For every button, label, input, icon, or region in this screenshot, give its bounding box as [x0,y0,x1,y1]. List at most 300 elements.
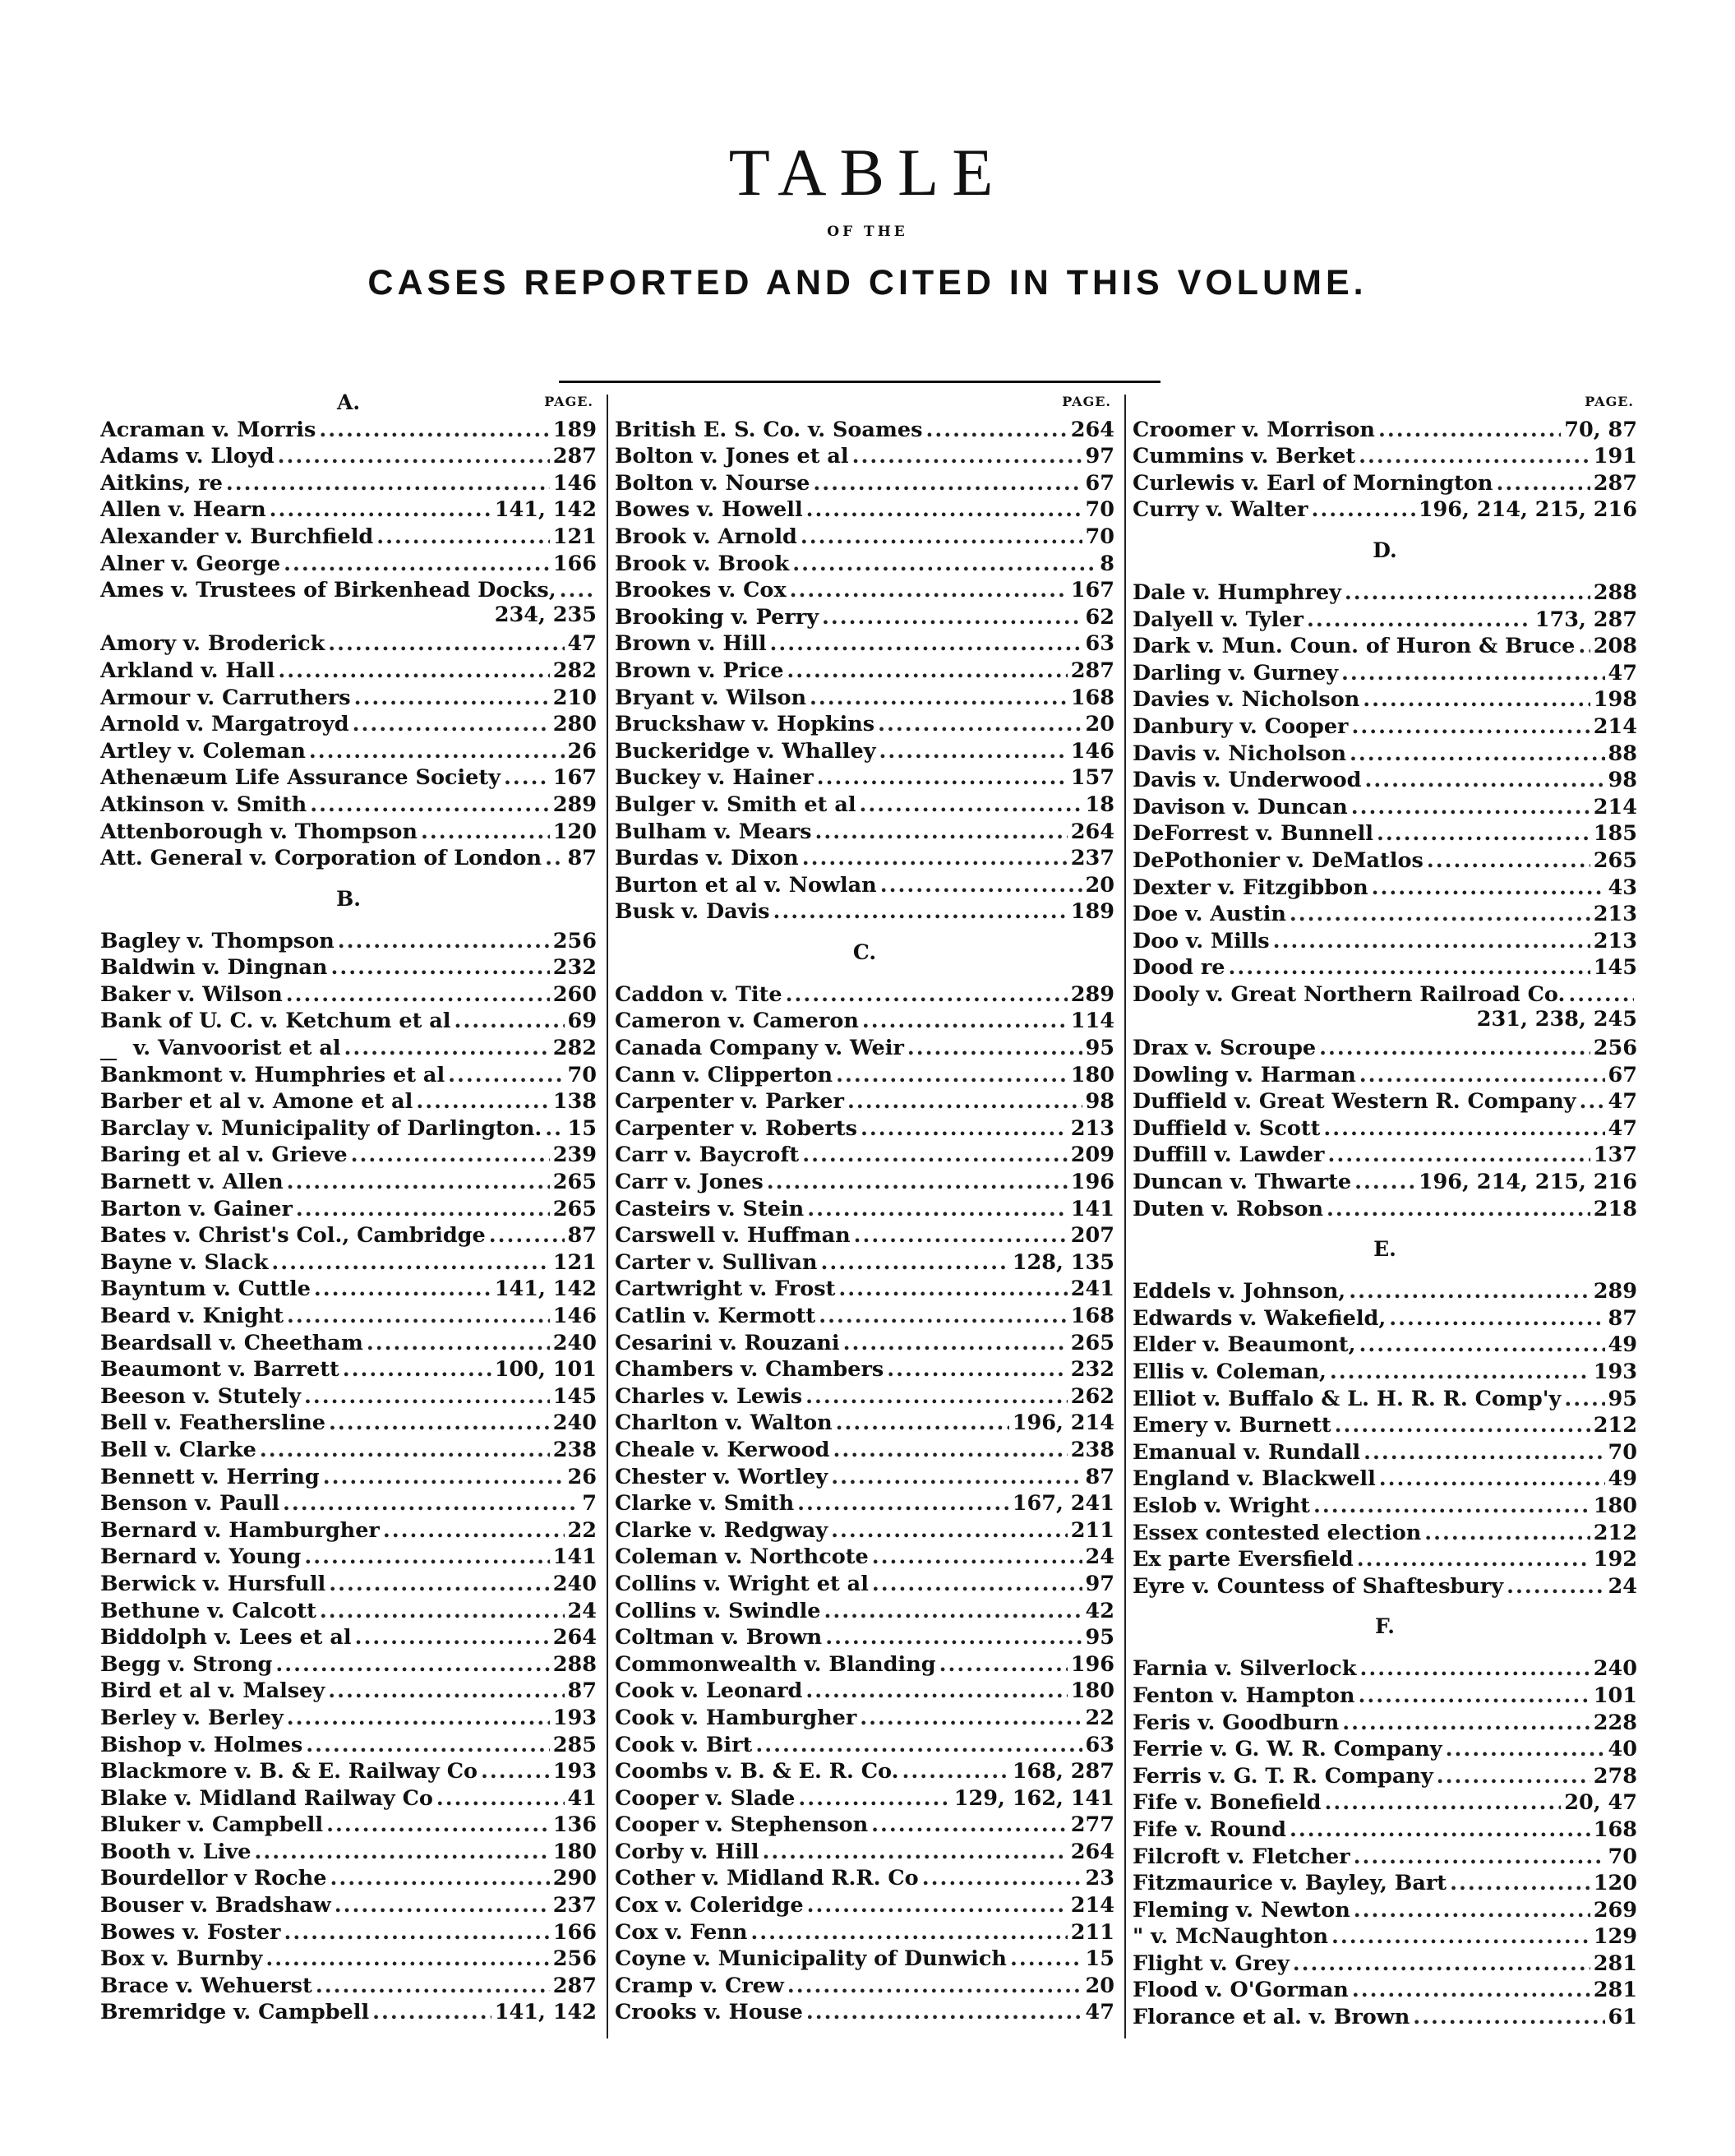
leader-dots [1359,444,1590,469]
case-name: Baring et al v. Grieve [100,1143,348,1168]
leader-dots [1364,768,1604,792]
case-entry [100,1167,597,1194]
leader-dots [880,873,1082,898]
leader-dots [1313,1494,1590,1518]
leader-dots [1363,687,1590,712]
case-pages: 264 [1070,819,1114,844]
leader-dots [286,982,550,1007]
leader-dots [1413,2005,1604,2029]
leader-dots [271,1250,549,1275]
case-pages: 189 [552,417,597,442]
case-entry [100,1435,597,1462]
case-entry [615,683,1114,710]
leader-dots [278,444,550,469]
leader-dots [1437,1764,1590,1789]
case-pages: 61 [1608,2005,1637,2030]
case-pages: 87 [567,1223,597,1249]
case-entry [100,1489,597,1517]
case-name: Dalyell v. Tyler [1133,607,1304,632]
case-name: Caddon v. Tite [615,981,782,1007]
case-pages: 24 [567,1598,597,1623]
case-entry [615,1194,1114,1221]
leader-dots [922,1866,1082,1891]
case-pages: 281 [1593,1978,1637,2003]
leader-dots [833,1438,1067,1462]
case-name: Clarke v. Redgway [615,1517,828,1543]
case-pages: 42 [1085,1598,1114,1623]
case-pages: 47 [1608,660,1637,686]
case-pages: 129, 162, 141 [953,1785,1114,1811]
case-entry [1133,605,1637,632]
case-entry [100,1543,597,1570]
case-pages: 120 [1593,1871,1637,1896]
case-pages: 285 [552,1732,597,1757]
case-entry [100,576,597,603]
case-name: Bank of U. C. v. Ketchum et al [100,1009,451,1034]
case-entry [100,710,597,737]
case-entry [1133,1060,1637,1087]
case-entry [100,1650,597,1677]
case-entry [1133,1545,1637,1572]
case-pages: 24 [1608,1573,1637,1599]
case-entry [1133,739,1637,766]
case-entry [1133,846,1637,873]
case-entry [1133,926,1637,953]
case-entry [100,1971,597,1998]
case-entry [1133,2002,1637,2029]
case-name: Cameron v. Cameron [615,1009,859,1034]
case-name: Barclay v. Municipality of Darlington. [100,1115,542,1141]
leader-dots [416,1089,549,1114]
case-pages: 287 [1593,470,1637,496]
case-name: Cox v. Coleridge [615,1893,804,1918]
case-pages: 23 [1085,1866,1114,1891]
case-pages: 288 [1593,579,1637,605]
case-name: Coltman v. Brown [615,1625,823,1650]
section-heading: E. [1373,1237,1396,1262]
case-entry [615,1301,1114,1328]
case-entry [1133,712,1637,739]
case-entry [615,442,1114,469]
case-name: Berley v. Berley [100,1705,284,1730]
case-pages: 240 [1593,1656,1637,1682]
case-pages: 265 [552,1170,597,1195]
column-divider [607,395,608,2038]
leader-dots [767,1170,1068,1194]
leader-dots [831,1465,1082,1489]
case-pages: 166 [552,1919,597,1945]
case-entry [615,1730,1114,1757]
case-entry [100,817,597,844]
leader-dots [287,1170,550,1194]
leader-dots [847,1089,1082,1114]
case-pages: 180 [1070,1678,1114,1704]
case-name: Bowes v. Foster [100,1919,281,1945]
case-entry [100,683,597,710]
leader-dots [270,497,491,522]
case-name: Biddolph v. Lees et al [100,1625,352,1650]
case-entry [615,1033,1114,1060]
leader-dots [489,1223,565,1248]
section-heading: F. [1375,1614,1395,1639]
case-entry [615,1837,1114,1864]
case-name: Brookes v. Cox [615,578,787,603]
case-name: Curlewis v. Earl of Mornington [1133,470,1493,496]
case-name: Att. General v. Corporation of London [100,846,542,871]
leader-dots [1327,1143,1590,1167]
leader-dots [860,792,1082,817]
leader-dots [814,819,1067,844]
leader-dots [1351,714,1590,739]
case-name: Crooks v. House [615,2000,803,2025]
case-pages: 232 [552,955,597,981]
case-entry [1133,953,1637,981]
case-entry [100,1141,597,1168]
case-entry [1133,873,1637,900]
case-entry [100,1784,597,1811]
case-name: Armour v. Carruthers [100,685,351,710]
case-name: v. Vanvoorist et al [132,1036,341,1061]
case-name: Florance et al. v. Brown [1133,2005,1410,2030]
leader-dots [1377,821,1590,846]
case-pages: 256 [1593,1036,1637,1061]
case-name: Bulham v. Mears [615,819,812,844]
case-entry [615,1462,1114,1489]
case-name: Carpenter v. Roberts [615,1115,857,1141]
leader-dots [755,1733,1082,1757]
case-name: Cann v. Clipperton [615,1062,833,1087]
case-entry [100,1275,597,1302]
leader-dots [1335,1413,1590,1438]
case-pages: 141, 142 [494,497,597,523]
case-entry [100,1462,597,1489]
case-pages: 20 [1085,872,1114,898]
case-name: Elliot v. Buffalo & L. H. R. R. Comp'y [1133,1386,1562,1411]
case-entry [1133,658,1637,686]
case-pages: 114 [1070,1009,1114,1034]
case-name: Carswell v. Huffman [615,1223,851,1249]
case-entry [100,442,597,469]
case-entry [615,1167,1114,1194]
case-name: Bowes v. Howell [615,497,803,523]
leader-dots [1307,607,1532,632]
case-pages: 238 [1070,1437,1114,1462]
case-name: DePothonier v. DeMatlos [1133,847,1424,873]
case-name: " v. McNaughton [1133,1924,1328,1950]
case-entry [1133,1708,1637,1735]
case-entry [1133,980,1637,1007]
case-name: Amory v. Broderick [100,631,325,657]
case-name: Davis v. Underwood [1133,768,1362,793]
case-name: Arkland v. Hall [100,658,275,683]
case-name: Baldwin v. Dingnan [100,955,328,981]
leader-dots [1450,1871,1590,1895]
case-name: Barton v. Gainer [100,1196,293,1221]
case-name: Cummins v. Berket [1133,444,1356,469]
case-name: Cook v. Leonard [615,1678,803,1704]
case-entry [100,1007,597,1034]
case-name: Cesarini v. Rouzani [615,1330,840,1355]
case-pages: 180 [552,1839,597,1864]
leader-dots [817,765,1068,790]
case-entry [1133,1141,1637,1168]
leader-dots [860,1706,1082,1730]
case-entry [615,1409,1114,1436]
leader-dots [1330,1360,1590,1384]
leader-dots [421,819,550,844]
leader-dots [278,658,549,683]
case-pages: 260 [552,981,597,1007]
case-pages: 15 [567,1115,597,1141]
leader-dots [1342,1710,1590,1735]
case-entry [100,496,597,523]
leader-dots [287,1706,550,1730]
leader-dots [1357,1547,1590,1572]
case-entry [1133,632,1637,659]
leader-dots [319,418,549,442]
case-name: Farnia v. Silverlock [1133,1656,1357,1682]
case-pages: 8 [1100,551,1114,576]
case-name: Davies v. Nicholson [1133,687,1360,713]
leader-dots [750,1920,1067,1945]
leader-dots [1351,795,1590,819]
case-name: Cook v. Hamburgher [615,1705,857,1730]
case-pages: 282 [552,1036,597,1061]
leader-dots [790,578,1068,602]
case-name: Barnett v. Allen [100,1170,284,1195]
case-entry [100,1837,597,1864]
case-entry [100,1221,597,1249]
case-name: Bouser v. Bradshaw [100,1893,331,1918]
case-pages: 269 [1593,1897,1637,1923]
case-name: Booth v. Live [100,1839,251,1864]
case-name: Corby v. Hill [615,1839,759,1864]
case-entry [1133,792,1637,819]
case-pages: 256 [552,1946,597,1972]
case-entry [1133,1815,1637,1842]
case-pages: 168, 287 [1012,1759,1114,1784]
case-entry [615,1516,1114,1543]
case-pages: 198 [1593,687,1637,713]
case-pages: 167 [1070,578,1114,603]
case-entry [1133,1411,1637,1438]
section-heading: C. [852,939,877,964]
case-name: Begg v. Strong [100,1651,273,1677]
case-pages: 157 [1070,765,1114,791]
case-name: Box v. Burnby [100,1946,263,1972]
case-entry [615,415,1114,442]
case-pages: 281 [1593,1951,1637,1976]
case-name: Bernard v. Young [100,1544,302,1570]
case-pages: 193 [552,1705,597,1730]
case-name: Busk v. Davis [615,899,770,925]
case-pages: 67 [1085,470,1114,496]
case-pages: 192 [1593,1547,1637,1572]
case-entry [1133,1114,1637,1141]
case-entry [1133,1761,1637,1789]
leader-dots [330,955,549,980]
case-name: Bourdellor v Roche [100,1866,327,1891]
case-pages: 22 [567,1517,597,1543]
leader-dots [862,1009,1068,1033]
case-entry [1133,766,1637,793]
case-entry [100,1918,597,1945]
case-pages: 173, 287 [1534,607,1637,632]
case-pages: 287 [552,444,597,469]
case-name: Bluker v. Campbell [100,1812,324,1838]
case-pages: 141 [552,1544,597,1570]
case-pages: 41 [567,1785,597,1811]
case-name: Eddels v. Johnson, [1133,1279,1346,1304]
leader-dots [329,1410,550,1435]
case-pages: 49 [1608,1466,1637,1492]
leader-dots [787,1974,1082,1998]
case-entry [615,1087,1114,1115]
leader-dots [351,1143,550,1167]
case-pages: 168 [1070,1304,1114,1328]
leader-dots [1372,875,1605,900]
case-name: England v. Blackwell [1133,1466,1376,1492]
leader-dots [367,1331,550,1355]
case-name: Feris v. Goodburn [1133,1710,1340,1735]
leader-dots [310,792,550,817]
leader-dots [376,524,550,549]
case-entry [1133,442,1637,469]
leader-dots [878,712,1082,736]
case-entry [100,1516,597,1543]
case-name: Brooking v. Perry [615,604,819,630]
case-entry [615,898,1114,925]
case-entry [615,1596,1114,1623]
leader-dots [275,1652,549,1677]
case-pages: 121 [552,524,597,549]
index-column-2 [615,390,1114,2024]
leader-dots [1323,1116,1604,1141]
case-entry [615,1328,1114,1355]
case-entry [1133,1976,1637,2003]
leader-dots [1229,955,1590,980]
case-entry [100,980,597,1007]
case-entry [100,1730,597,1757]
case-entry [100,1301,597,1328]
leader-dots [260,1438,550,1462]
case-pages: 98 [1608,768,1637,793]
case-entry [1133,1949,1637,1976]
case-entry [615,1811,1114,1838]
case-pages: 213 [1070,1115,1114,1141]
case-entry [100,549,597,576]
leader-dots [871,1812,1068,1837]
case-name: Barber et al v. Amone et al [100,1089,413,1115]
case-name: Beardsall v. Cheetham [100,1330,363,1355]
case-pages: 210 [552,685,597,710]
case-entry [1133,1357,1637,1384]
case-name: Bremridge v. Campbell [100,2000,370,2025]
case-pages: 97 [1085,1571,1114,1596]
case-pages: 287 [1070,658,1114,683]
case-entry [100,1060,597,1087]
case-name: Ames v. Trustees of Birkenhead Docks, [100,578,556,603]
case-name: Bagley v. Thompson [100,928,335,953]
case-pages: 212 [1593,1413,1637,1438]
leader-dots [355,1625,550,1650]
leader-dots [1359,1332,1605,1357]
leader-dots [1311,497,1414,522]
case-entry [615,630,1114,657]
case-name: Cooper v. Slade [615,1785,796,1811]
case-entry [100,1891,597,1918]
case-entry [1133,1465,1637,1492]
case-entry [615,469,1114,496]
leader-dots [304,1384,550,1409]
leader-dots [852,444,1082,469]
case-pages: 240 [552,1571,597,1596]
case-name: Blake v. Midland Railway Co [100,1785,433,1811]
case-pages: 207 [1070,1223,1114,1249]
case-pages: 47 [1085,2000,1114,2025]
case-name: Chester v. Wortley [615,1464,828,1489]
case-name: Coombs v. B. & E. R. Co. [615,1759,899,1784]
case-name: Bell v. Feathersline [100,1410,325,1436]
case-name: Ferrie v. G. W. R. Company [1133,1737,1442,1762]
leader-dots [335,1893,550,1918]
case-entry [615,549,1114,576]
leader-dots [1578,634,1590,658]
case-name: Bates v. Christ's Col., Cambridge [100,1223,486,1249]
case-pages: 289 [1070,981,1114,1007]
case-name: Duffill v. Lawder [1133,1143,1325,1168]
leader-dots [328,631,564,656]
leader-dots [1427,848,1590,873]
case-pages: 138 [552,1089,597,1115]
case-pages: 69 [567,1009,597,1034]
case-name: Flight v. Grey [1133,1951,1290,1976]
case-entry [1133,1869,1637,1896]
leader-dots [265,1946,549,1971]
case-pages: 214 [1070,1893,1114,1918]
case-name: Buckeridge v. Whalley [615,738,876,764]
case-pages: 128, 135 [1012,1249,1114,1275]
case-entry [1133,1277,1637,1304]
case-entry [615,1623,1114,1650]
leader-dots [810,686,1068,710]
case-name: Eyre v. Countess of Shaftesbury [1133,1573,1504,1599]
case-entry [100,790,597,817]
case-entry [100,1757,597,1784]
case-pages: 47 [1608,1115,1637,1141]
case-entry [100,736,597,764]
case-pages: 218 [1593,1196,1637,1221]
case-name: Fleming v. Newton [1133,1897,1350,1923]
case-name: Arnold v. Margatroyd [100,712,349,737]
case-entry [615,1543,1114,1570]
case-name: Brook v. Arnold [615,524,797,549]
case-entry [615,736,1114,764]
case-pages: 289 [552,792,597,817]
case-pages: 120 [552,819,597,844]
leader-dots [226,471,550,496]
case-name: Essex contested election [1133,1520,1422,1545]
case-entry [1133,1572,1637,1599]
case-pages: 196, 214, 215, 216 [1418,1170,1637,1195]
case-name: Fitzmaurice v. Bayley, Bart [1133,1871,1447,1896]
case-name: Croomer v. Morrison [1133,417,1375,442]
case-name: Dark v. Mun. Coun. of Huron & Bruce [1133,634,1576,659]
case-pages: 232 [1070,1357,1114,1383]
case-pages: 100, 101 [494,1357,597,1383]
case-pages: 70 [1608,1844,1637,1869]
case-entry [615,656,1114,683]
